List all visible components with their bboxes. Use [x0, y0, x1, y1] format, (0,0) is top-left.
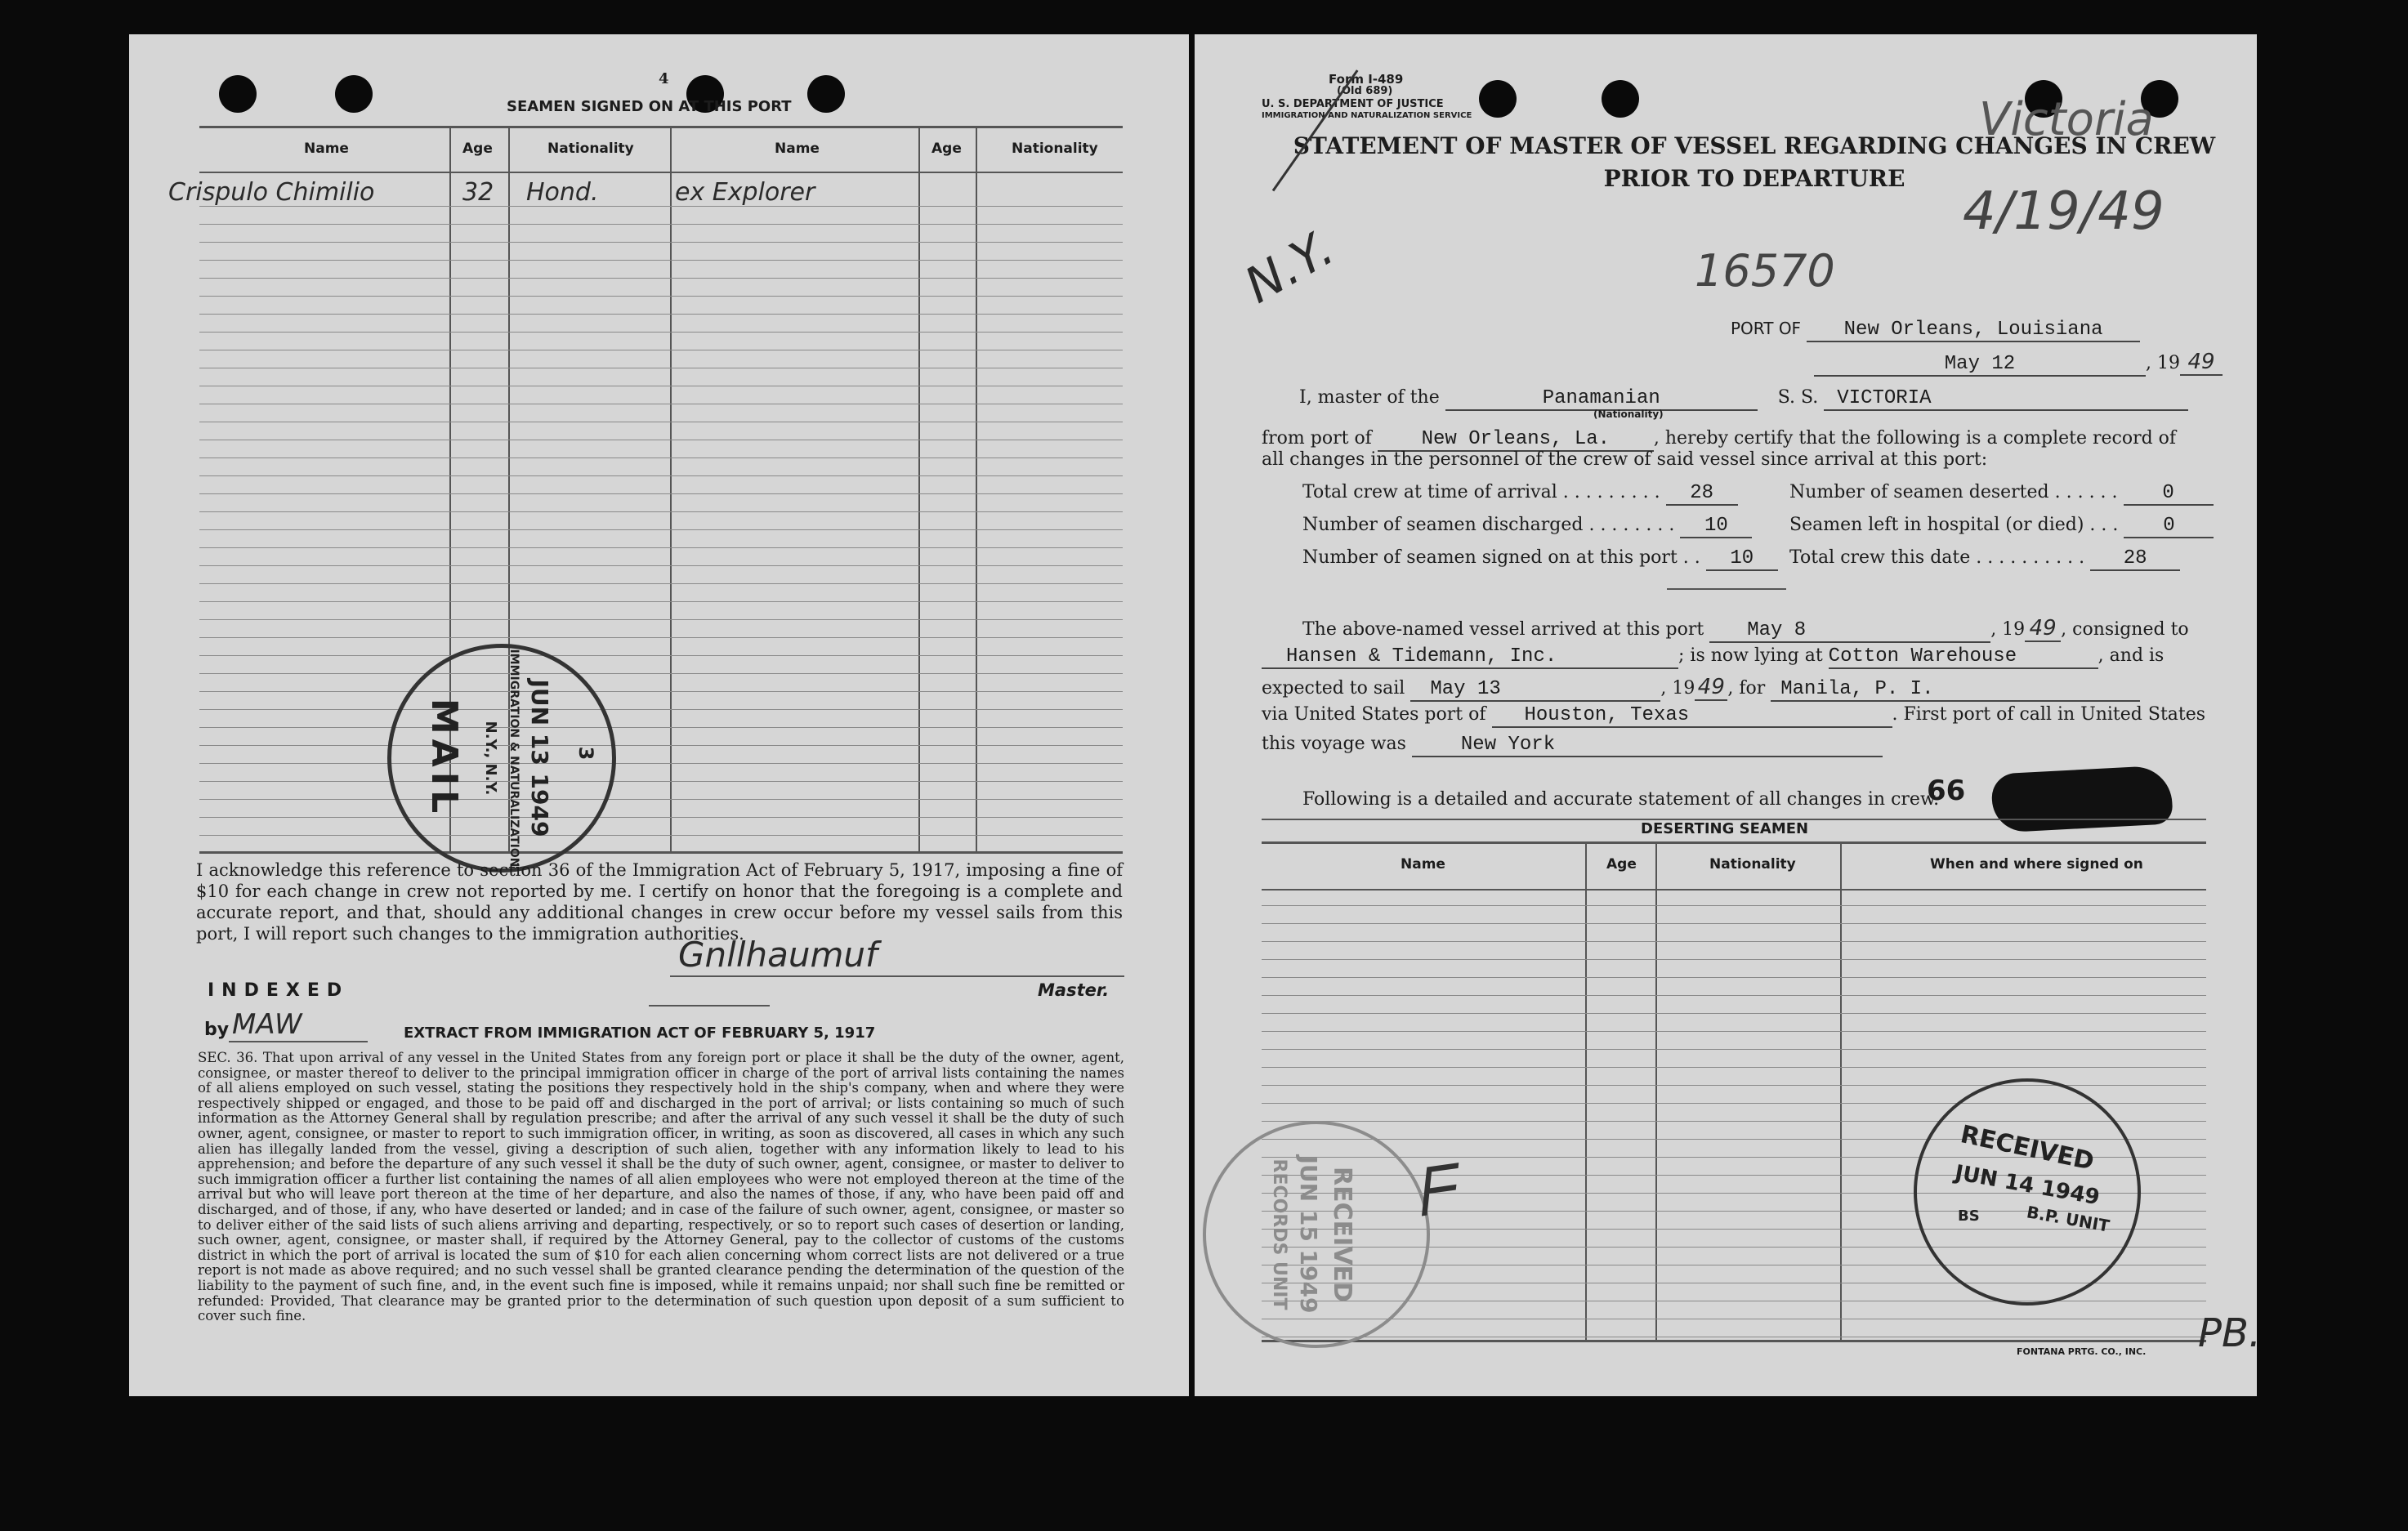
table-rule	[199, 493, 1123, 494]
table-rule	[199, 224, 1123, 225]
col-age: Age	[1606, 856, 1637, 873]
table-rule	[199, 745, 1123, 746]
table-rule	[199, 655, 1123, 656]
by-label: by	[204, 1020, 230, 1040]
table-rule	[199, 475, 1123, 476]
deserting-title: DESERTING SEAMEN	[1641, 820, 1809, 837]
redaction-scribble	[1990, 765, 2173, 832]
initials-pb: PB.	[2198, 1310, 2262, 1356]
table-rule	[199, 278, 1123, 279]
immigration-mail-stamp: 3 JUN 13 1949 IMMIGRATION & NATURALIZATION N.Y., N.Y. MAIL	[387, 644, 616, 873]
table-rule	[199, 781, 1123, 782]
punch-hole	[335, 75, 373, 113]
table-rule	[199, 817, 1123, 818]
following-statement: Following is a detailed and accurate statement of all changes in crew.	[1302, 789, 1940, 810]
nationality-value: Panamanian	[1445, 387, 1758, 411]
arrived-year: 49	[2025, 616, 2061, 642]
by-initials: MAW	[232, 1008, 302, 1041]
table-rule	[1262, 905, 2206, 906]
form-subtitle: PRIOR TO DEPARTURE	[1603, 165, 1905, 192]
stamp-mail: MAIL	[423, 698, 465, 819]
table-rule	[199, 296, 1123, 297]
table-rule	[1262, 941, 2206, 942]
port-value: New Orleans, Louisiana	[1807, 319, 2140, 342]
table-rule	[199, 691, 1123, 692]
acknowledgement-text: I acknowledge this reference to section 36 of the Immigration Act of February 5, 1917, imposing a fine of $10 for each change in crew not reported by me. I certify on honor that the foregoing is a complete and accurate report, and that, should any additional changes in crew occur before my vessel sails from this port, I will report such changes to the immigration authorities.	[196, 860, 1123, 944]
arrived-date: May 8	[1709, 619, 1990, 643]
table-rule	[199, 601, 1123, 602]
date-year: 49	[2180, 350, 2223, 376]
table-rule	[199, 529, 1123, 530]
master-label: Master.	[1038, 980, 1110, 1000]
form-title: STATEMENT OF MASTER OF VESSEL REGARDING CHANGES IN CREW	[1293, 132, 2216, 159]
col-age: Age	[462, 141, 493, 157]
entry-nationality: Hond.	[526, 178, 599, 207]
stat-signed-on: 10	[1706, 547, 1778, 571]
received-text: RECEIVED	[1958, 1120, 2097, 1176]
received-stamp: RECEIVED JUN 14 1949 BS B.P. UNIT	[1914, 1078, 2141, 1306]
from-port-value: New Orleans, La.	[1378, 428, 1654, 452]
table-rule	[199, 260, 1123, 261]
stat-hospital: 0	[2124, 515, 2214, 538]
punch-hole	[219, 75, 257, 113]
stat-deserted: 0	[2124, 482, 2214, 506]
col-name: Name	[1401, 856, 1445, 873]
table-rule	[199, 835, 1123, 836]
col-nationality-2: Nationality	[1012, 141, 1098, 157]
col-when-where: When and where signed on	[1930, 856, 2143, 873]
port-label: PORT OF	[1731, 319, 1802, 338]
table-rule	[199, 673, 1123, 674]
col-nationality: Nationality	[547, 141, 634, 157]
entry-age: 32	[462, 178, 494, 207]
col-name-2: Name	[775, 141, 820, 157]
voyage-port: New York	[1412, 734, 1883, 757]
form-number: Form I-489	[1329, 72, 1404, 87]
consignee: Hansen & Tidemann, Inc.	[1262, 645, 1678, 669]
department: U. S. DEPARTMENT OF JUSTICE	[1262, 98, 1444, 110]
stat-total-now: 28	[2090, 547, 2180, 571]
table-rule	[1262, 1031, 2206, 1032]
entry-ex-vessel: ex Explorer	[675, 178, 815, 207]
service: IMMIGRATION AND NATURALIZATION SERVICE	[1262, 111, 1472, 120]
table-rule	[199, 547, 1123, 548]
records-unit-stamp: RECEIVED JUN 15 1949 RECORDS UNIT	[1203, 1121, 1430, 1348]
table-rule	[199, 511, 1123, 512]
table-rule	[199, 242, 1123, 243]
stat-discharged: 10	[1680, 515, 1752, 538]
col-name: Name	[304, 141, 349, 157]
sail-date: May 13	[1410, 678, 1660, 702]
table-rule	[199, 314, 1123, 315]
via-port: Houston, Texas	[1492, 704, 1892, 728]
section-title: SEAMEN SIGNED ON AT THIS PORT	[507, 98, 792, 115]
stat-total-arrival: 28	[1666, 482, 1738, 506]
sail-year: 49	[1695, 675, 1727, 701]
table-rule	[199, 583, 1123, 584]
punch-hole	[1602, 80, 1639, 118]
printer-credit: FONTANA PRTG. CO., INC.	[2017, 1346, 2147, 1357]
table-rule	[1262, 1067, 2206, 1068]
col-nationality: Nationality	[1709, 856, 1796, 873]
nationality-caption: (Nationality)	[1593, 408, 1664, 420]
table-rule	[199, 799, 1123, 800]
form-old: (Old 689)	[1337, 85, 1393, 97]
handwritten-date: 4/19/49	[1963, 181, 2165, 242]
extract-text: SEC. 36. That upon arrival of any vessel in the United States from any foreign port or place it shall be the duty of the owner, agent, consignee, or master thereof to deliver to the principal immigration officer in charge of the port of arrival lists containing the names of all aliens employed on such vessel, stating the positions they respectively hold in the ship's company, when and where they were respectively shipped or engaged, and those to be paid off and discharged in the port of arrival; or lists containing so much of such information as the Attorney General shall by regulation prescribe; and after the arrival of any such vessel it shall be the duty of such owner, agent, consignee, or master to report to such immigration officer, in writing, as soon as discovered, all cases in which any such alien has illegally landed from the vessel, giving a description of such alien, together with any information likely to lead to his apprehension; and before the departure of any such vessel it shall be the duty of such owner, agent, consignee, or master to deliver to such immigration officer a further list containing the names of all alien employees who were not employed thereon at the time of the arrival but who will leave port thereon at the time of her departure, and also the names of those, if any, who have been paid off and discharged, and of those, if any, who have deserted or landed; and in case of the failure of such owner, agent, consignee, or master so to deliver either of the said lists of such aliens arriving and departing, respectively, or so to report such cases of desertion or landing, such owner, agent, consignee, or master shall, if required by the Attorney General, pay to the collector of customs of the customs district in which the port of arrival is located the sum of $10 for each alien concerning whom correct lists are not delivered or a true report is not made as above required; and no such vessel shall be granted clearance pending the determination of the question of the liability to the payment of such fine, and, in the event such fine is imposed, while it remains unpaid; nor shall such fine be remitted or refunded: Provided, That clearance may be granted prior to the determination of such question upon deposit of a sum sufficient to cover such fine.	[198, 1050, 1124, 1324]
col-age-2: Age	[931, 141, 962, 157]
table-rule	[199, 709, 1123, 710]
handwritten-ny: N.Y.	[1235, 219, 1343, 315]
left-page	[129, 34, 1189, 1396]
stamp-date: JUN 13 1949	[526, 679, 553, 837]
right-page: Form I-489 (Old 689) U. S. DEPARTMENT OF JUSTICE IMMIGRATION AND NATURALIZATION SERVICE STATEMENT OF MASTER OF VESSEL REGARDING CHANGES IN CREW PRIOR TO DEPARTURE Victoria 4/19/49 N.Y. 16570 PORT OF New Orleans, Louisiana May 12 , 19 49 I, master of the Panamanian S. S. VICTORIA (Nationality) from port of New Orleans, La. , hereby certify that the following is a complete record of all changes in the personnel of the crew of said vessel since arrival at this port: Total crew at time of arrival . . . . . . . . . 28 Number of seamen discharged . . . . . . . . 10 Number of seamen signed on at this port . . 10 Number of seamen deserted . . . . . . 0 Seamen left in hospital (or died) . . . 0 Total crew this date . . . . . . . . . . 28 The above-named vessel arrived at this port May 8 , 19 49 , consigned to Hansen & Tidemann, Inc. ; is now lying at Cotton Warehouse , and is expected to sail May 13 , 19 49 , for Manila, P. I. via United States port of Houston, Texas . First port of call in United States this voyage was New York Following is a detailed and accurate statement of all changes in crew. 66 DESERTING SEAMEN Name Age Nationality When and where signed on RECEIVED JUN 15 1949 RECORDS UNIT ᖴ RECEIVED JUN 14 1949 BS B.P. UNIT FONTANA PRTG. CO., INC. PB.	[1195, 34, 2257, 1396]
extract-title: EXTRACT FROM IMMIGRATION ACT OF FEBRUARY 5, 1917	[404, 1024, 876, 1042]
punch-hole	[807, 75, 845, 113]
table-rule	[199, 619, 1123, 620]
table-rule	[199, 763, 1123, 764]
table-rule	[199, 637, 1123, 638]
vessel-name: VICTORIA	[1824, 387, 2188, 411]
table-rule	[199, 332, 1123, 333]
page-number: 4	[659, 70, 669, 87]
lying-at: Cotton Warehouse	[1829, 645, 2098, 669]
handwritten-mark: ᖴ	[1410, 1151, 1459, 1232]
table-rule	[1262, 1049, 2206, 1050]
file-number: 16570	[1695, 245, 1835, 297]
table-rule	[1262, 995, 2206, 996]
table-rule	[199, 565, 1123, 566]
date-day: May 12	[1814, 353, 2146, 377]
table-rule	[1262, 977, 2206, 978]
table-top-rule	[199, 126, 1123, 128]
entry-name: Crispulo Chimilio	[168, 178, 375, 207]
received-date: JUN 14 1949	[1953, 1160, 2102, 1211]
destination: Manila, P. I.	[1771, 678, 2140, 702]
table-rule	[1262, 1013, 2206, 1014]
indexed-stamp: INDEXED	[208, 980, 350, 1001]
table-rule	[199, 727, 1123, 728]
following-number: 66	[1927, 774, 1966, 807]
table-header-rule	[199, 172, 1123, 173]
table-rule	[1262, 959, 2206, 960]
handwritten-vessel: Victoria	[1979, 93, 2154, 146]
master-signature: Gnllhaumuf	[678, 935, 878, 975]
punch-hole	[1479, 80, 1517, 118]
table-rule	[1262, 923, 2206, 924]
